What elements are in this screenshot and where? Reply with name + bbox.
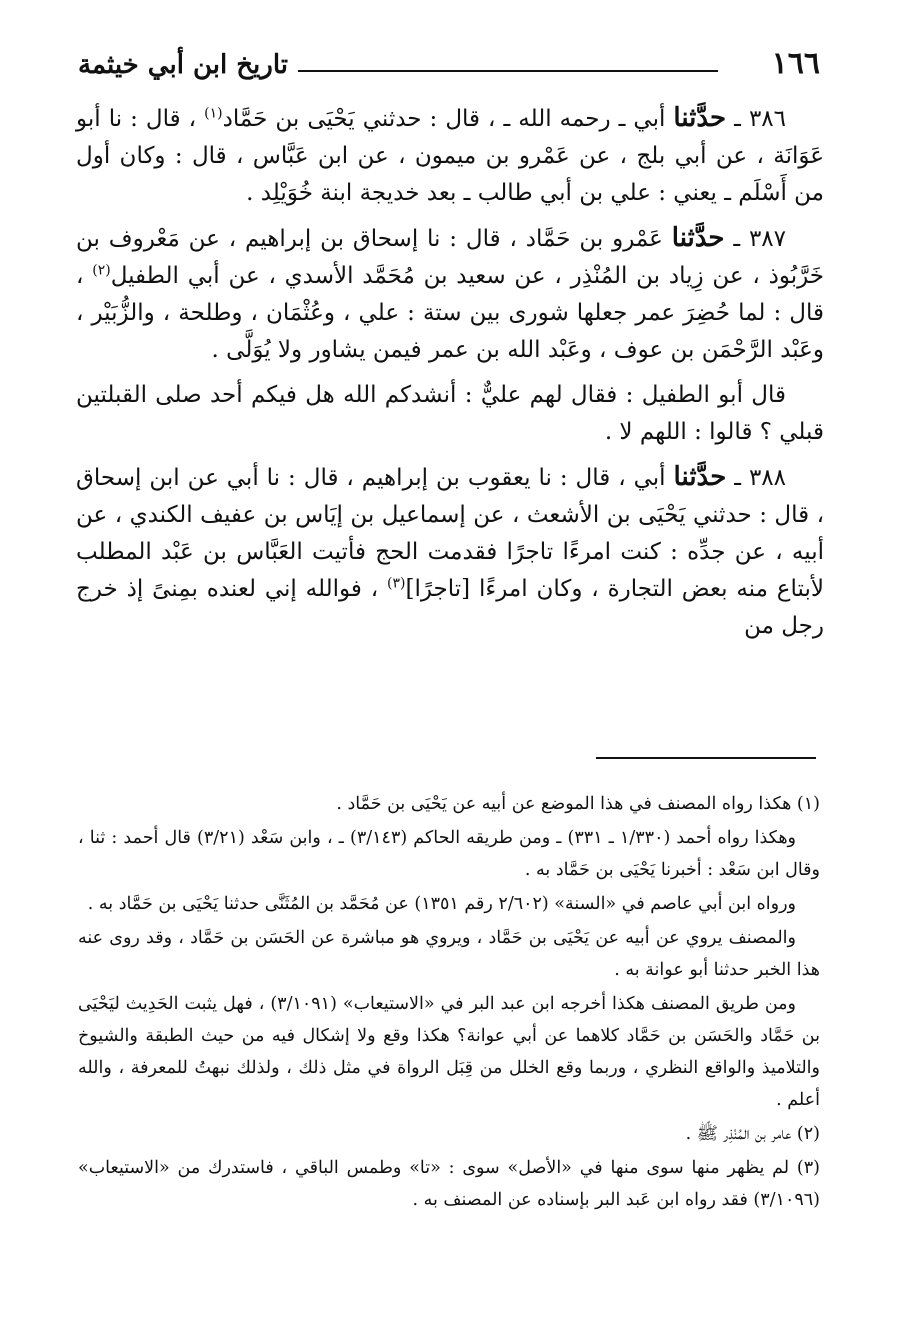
hadith-387-cont (76, 377, 824, 451)
footnote-1: (١) هكذا رواه المصنف في هذا الموضع عن أبيه عن يَحْيَى بن حَمَّاد . (336, 794, 820, 814)
hadith-number: ٣٨٧ ـ (733, 226, 787, 252)
hadith-text: عَمْرو بن حَمَّاد ، قال : نا إسحاق بن إبراهيم ، عن مَعْروف بن خَرَّبُوذ ، عن زِياد بن المُنْذِر ، عن سعيد بن مُحَمَّد الأسدي ، عن أبي الطفيل (76, 226, 825, 289)
header-rule (298, 70, 718, 72)
footnote-1-para: ورواه ابن أبي عاصم في «السنة» (٢/٦٠٢ رقم ١٣٥١) عن مُحَمَّد بن المُثَنَّى حدثنا يَحْيَى بن حَمَّاد به . (87, 894, 796, 914)
hadith-text-cont: ، قال : نا أبو عَوَانَة ، عن أبي بلج ، عن عَمْرو بن ميمون ، عن ابن عَبَّاس ، قال : وكان أول من أَسْلَم ـ يعني : علي بن أبي طالب ـ بعد خديجة ابنة خُوَيْلِد . (76, 106, 824, 206)
haddathana-word: حدَّثنا (673, 103, 727, 133)
footnote-3: (٣) لم يظهر منها سوى منها في «الأصل» سوى : «تا» وطمس الباقي ، فاستدرك من «الاستيعاب» (٣/١٠٩٦) فقد رواه ابن عَبد البر بإسناده عن المصنف به . (78, 1158, 820, 1210)
footnote-marker: (٣) (387, 575, 406, 592)
running-title: تاريخ ابن أبي خيثمة (78, 50, 289, 80)
hadith-text-cont: ، قال : لما حُضِرَ عمر جعلها شورى بين ستة : علي ، وعُثْمَان ، وطلحة ، والزُّبَيْر ، وعَبْد الرَّحْمَن بن عوف ، وعَبْد الله بن عمر فيمن يشاور ولا يُوَلَّى . (76, 263, 824, 363)
main-text (76, 100, 824, 645)
footnotes (78, 788, 820, 1216)
page-number: ١٦٦ (771, 46, 820, 81)
hadith-number: ٣٨٨ ـ (734, 465, 787, 491)
footnote-separator (596, 757, 816, 759)
hadith-number: ٣٨٦ ـ (734, 106, 786, 132)
paragraph-text: قال أبو الطفيل : فقال لهم عليٌّ : أنشدكم الله هل فيكم أحد صلى القبلتين قبلي ؟ قالوا : اللهم لا . (76, 382, 824, 445)
hadith-text-cont: ، فوالله إني لعنده بمِنىً إذ خرج رجل من (76, 576, 824, 639)
hadith-text: أبي ، قال : نا يعقوب بن إبراهيم ، قال : نا أبي عن ابن إسحاق ، قال : حدثني يَحْيَى بن الأشعث ، عن إسماعيل بن إيَاس بن عفيف الكندي ، عن أبيه ، عن جدِّه : كنت امرءًا تاجرًا فقدمت الحج فأتيت العَبَّاس بن عَبْد المطلب لأبتاع منه بعض التجارة ، وكان امرءًا [تاجرًا] (76, 465, 824, 602)
page-header (78, 46, 820, 86)
footnote-2: (٢) عامر بن المُنْذِر ﷺ . (685, 1124, 820, 1144)
hadith-text: أبي ـ رحمه الله ـ ، قال : حدثني يَحْيَى بن حَمَّاد (222, 106, 666, 132)
hadith-386 (76, 100, 824, 212)
footnote-marker: (١) (204, 105, 223, 122)
hadith-388 (76, 459, 824, 645)
footnote-1-para: والمصنف يروي عن أبيه عن يَحْيَى بن حَمَّاد ، ويروي هو مباشرة عن الحَسَن بن حَمَّاد ، وقد روى عنه هذا الخبر حدثنا أبو عوانة به . (78, 928, 820, 980)
haddathana-word: حدَّثنا (673, 462, 727, 492)
footnote-marker: (٢) (92, 262, 111, 279)
hadith-387 (76, 220, 824, 369)
haddathana-word: حدَّثنا (671, 223, 725, 253)
footnote-1-para: وهكذا رواه أحمد (١/٣٣٠ ـ ٣٣١) ـ ومن طريقه الحاكم (٣/١٤٣) ـ ، وابن سَعْد (٣/٢١) قال أحمد : ثنا ، وقال ابن سَعْد : أخبرنا يَحْيَى بن حَمَّاد به . (78, 828, 820, 880)
footnote-1-para: ومن طريق المصنف هكذا أخرجه ابن عبد البر في «الاستيعاب» (٣/١٠٩١) ، فهل يثبت الحَدِيث ليَحْيَى بن حَمَّاد والحَسَن بن حَمَّاد كلاهما عن أبي عوانة؟ هكذا وقع ولا إشكال فيه من حيث الطبقة والشيوخ والتلاميذ والواقع النظري ، وربما وقع الخلل من قِبَل الرواة في مثل ذلك ، ولذلك نبهتُ للمعرفة ، والله أعلم . (78, 994, 820, 1110)
